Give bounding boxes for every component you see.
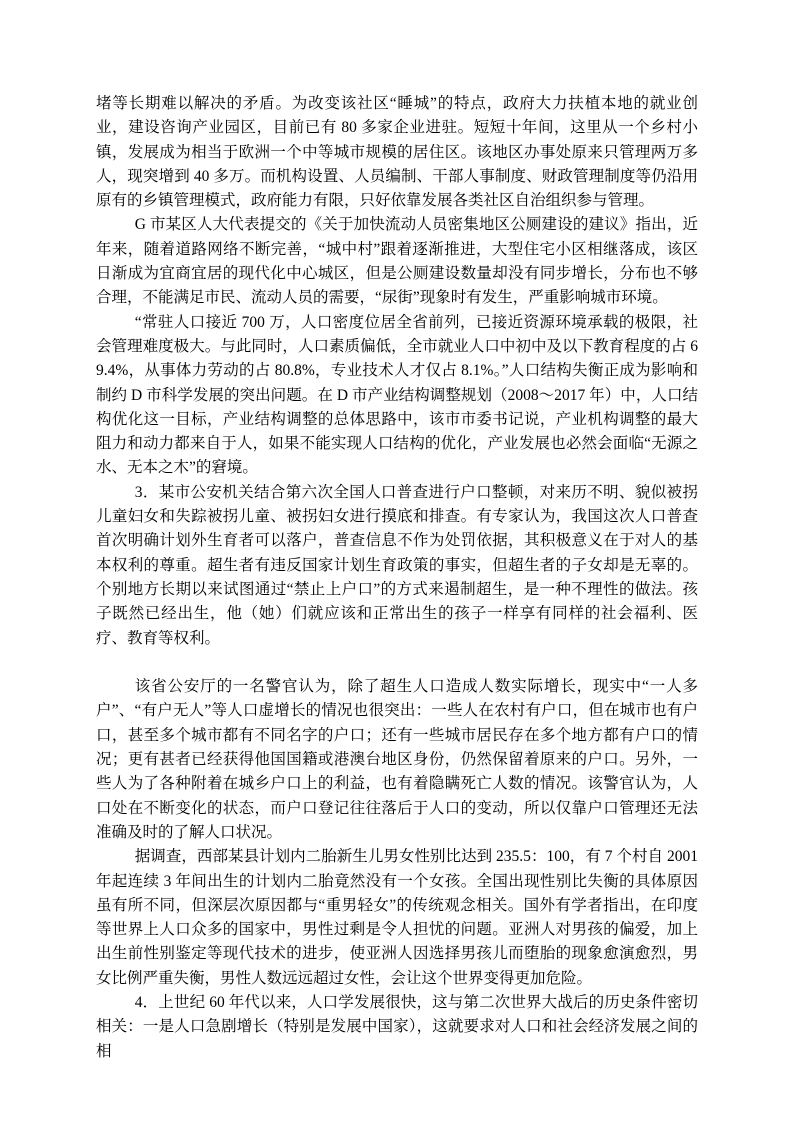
text-block (96, 92, 698, 1064)
paragraph-2: G 市某区人大代表提交的《关于加快流动人员密集地区公厕建设的建议》指出，近年来，随着道路网络不断完善，“城中村”跟着逐渐推进，大型住宅小区相继落成，该区日渐成为宜商宜居的现代化中心城区，但是公厕建设数量却没有同步增长，分布也不够合理，不能满足市民、流动人员的需要，“尿街”现象时有发生，严重影响城市环境。 (96, 216, 698, 307)
paragraph-7: 4．上世纪 60 年代以来，人口学发展很快，这与第二次世界大战后的历史条件密切相关：一是人口急剧增长（特别是发展中国家），这就要求对人口和社会经济发展之间的相 (96, 993, 698, 1060)
paragraph-1: 堵等长期难以解决的矛盾。为改变该社区“睡城”的特点，政府大力扶植本地的就业创业，建设咨询产业园区，目前已有 80 多家企业进驻。短短十年间，这里从一个乡村小镇，发展成为相当于欧洲一个中等城市规模的居住区。该地区办事处原来只管理两万多人，现突增到 40 多万。而机构设置、人员编制、干部人事制度、财政管理制度等仍沿用原有的乡镇管理模式，政府能力有限，只好依靠发展各类社区自治组织参与管理。 (96, 95, 698, 210)
paragraph-4: 3．某市公安机关结合第六次全国人口普查进行户口整顿，对来历不明、貌似被拐儿童妇女和失踪被拐儿童、被拐妇女进行摸底和排查。有专家认为，我国这次人口普查首次明确计划外生育者可以落户，普查信息不作为处罚依据，其积极意义在于对人的基本权利的尊重。超生者有违反国家计划生育政策的事实，但超生者的子女却是无辜的。个别地方长期以来试图通过“禁止上户口”的方式来遏制超生，是一种不理性的做法。孩子既然已经出生，他（她）们就应该和正常出生的孩子一样享有同样的社会福利、医疗、教育等权利。 (96, 483, 698, 647)
paragraph-6: 据调查，西部某县计划内二胎新生儿男女性别比达到 235.5：100，有 7 个村自 2001 年起连续 3 年间出生的计划内二胎竟然没有一个女孩。全国出现性别比失衡的具体原因虽有所不同，但深层次原因都与“重男轻女”的传统观念相关。国外有学者指出，在印度等世界上人口众多的国家中，男性过剩是令人担忧的问题。亚洲人对男孩的偏爱，加上出生前性别鉴定等现代技术的进步，使亚洲人因选择男孩儿而堕胎的现象愈演愈烈，男女比例严重失衡，男性人数远远超过女性，会让这个世界变得更加危险。 (96, 848, 698, 987)
paragraph-3: “常驻人口接近 700 万，人口密度位居全省前列，已接近资源环境承载的极限，社会管理难度极大。与此同时，人口素质偏低，全市就业人口中初中及以下教育程度的占 69.4%，从事体力劳动的占 80.8%，专业技术人才仅占 8.1%。”人口结构失衡正成为影响和制约 D 市科学发展的突出问题。在 D 市产业结构调整规划（2008～2017 年）中，人口结构优化这一目标，产业结构调整的总体思路中，该市市委书记说，产业机构调整的最大阻力和动力都来自于人，如果不能实现人口结构的优化，产业发展也必然会面临“无源之水、无本之木”的窘境。 (96, 313, 698, 477)
paragraph-5: 该省公安厅的一名警官认为，除了超生人口造成人数实际增长，现实中“一人多户”、“有户无人”等人口虚增长的情况也很突出：一些人在农村有户口，但在城市也有户口，甚至多个城市都有不同名字的户口；还有一些城市居民存在多个地方都有户口的情况；更有甚者已经获得他国国籍或港澳台地区身份，仍然保留着原来的户口。另外，一些人为了各种附着在城乡户口上的利益，也有着隐瞒死亡人数的情况。该警官认为，人口处在不断变化的状态，而户口登记往往落后于人口的变动，所以仅靠户口管理还无法准确及时的了解人口状况。 (96, 678, 698, 841)
